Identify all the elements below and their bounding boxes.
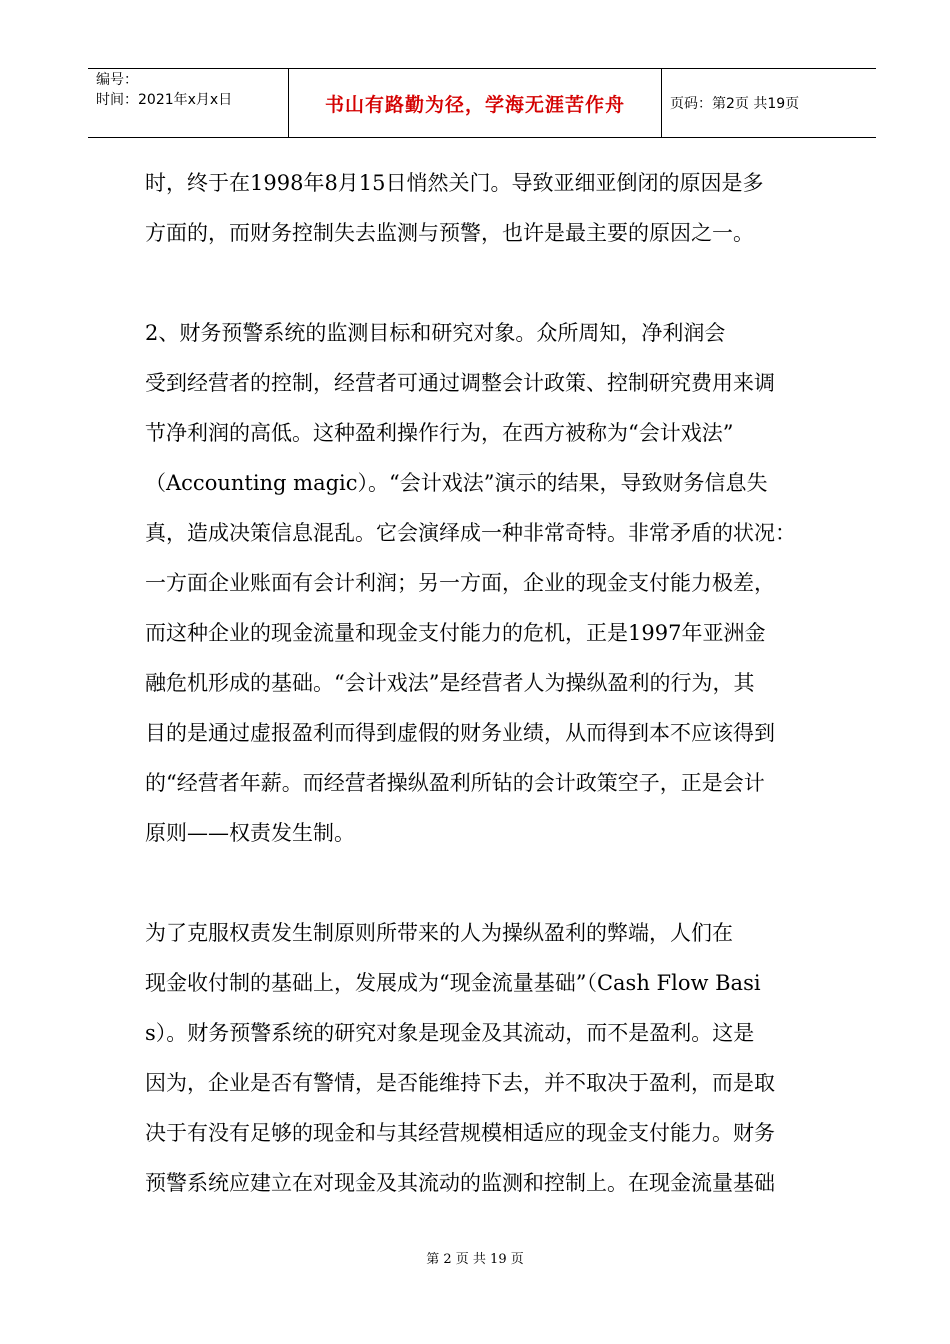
body-line: 原则——权责发生制。 bbox=[145, 821, 355, 845]
body-line: 真，造成决策信息混乱。它会演绎成一种非常奇特。非常矛盾的状况： bbox=[145, 521, 796, 545]
page-header bbox=[88, 68, 876, 138]
body-line: 而这种企业的现金流量和现金支付能力的危机，正是1997年亚洲金 bbox=[145, 621, 766, 645]
header-page-cell bbox=[662, 69, 876, 137]
page-code: 页码：第2页 共19页 bbox=[670, 96, 800, 112]
body-line: 方面的，而财务控制失去监测与预警，也许是最主要的原因之一。 bbox=[145, 221, 754, 245]
body-line: （Accounting magic）。“会计戏法”演示的结果，导致财务信息失 bbox=[145, 471, 768, 495]
body-line: 一方面企业账面有会计利润；另一方面，企业的现金支付能力极差， bbox=[145, 571, 775, 595]
body-line: 为了克服权责发生制原则所带来的人为操纵盈利的弊端，人们在 bbox=[145, 921, 733, 945]
header-meta bbox=[88, 69, 288, 137]
body-line: 时，终于在1998年8月15日悄然关门。导致亚细亚倒闭的原因是多 bbox=[145, 171, 764, 195]
body-line: 决于有没有足够的现金和与其经营规模相适应的现金支付能力。财务 bbox=[145, 1121, 775, 1145]
body-line: 融危机形成的基础。“会计戏法”是经营者人为操纵盈利的行为，其 bbox=[145, 671, 755, 695]
body-line: 受到经营者的控制，经营者可通过调整会计政策、控制研究费用来调 bbox=[145, 371, 775, 395]
body-line: s）。财务预警系统的研究对象是现金及其流动，而不是盈利。这是 bbox=[145, 1021, 755, 1045]
page-footer: 第 2 页 共 19 页 bbox=[426, 1252, 524, 1267]
body-line: 因为，企业是否有警情，是否能维持下去，并不取决于盈利，而是取 bbox=[145, 1071, 775, 1095]
body-line: 预警系统应建立在对现金及其流动的监测和控制上。在现金流量基础 bbox=[145, 1171, 775, 1195]
body-line: 节净利润的高低。这种盈利操作行为，在西方被称为“会计戏法” bbox=[145, 421, 734, 445]
header-motto-cell bbox=[288, 69, 662, 137]
body-line: 目的是通过虚报盈利而得到虚假的财务业绩，从而得到本不应该得到 bbox=[145, 721, 775, 745]
body-line: 2、财务预警系统的监测目标和研究对象。众所周知，净利润会 bbox=[145, 321, 726, 345]
body-line: 现金收付制的基础上，发展成为“现金流量基础”（Cash Flow Basi bbox=[145, 971, 761, 995]
body-line: 的“经营者年薪。而经营者操纵盈利所钻的会计政策空子，正是会计 bbox=[145, 771, 765, 795]
document-number-label: 编号： bbox=[96, 72, 138, 88]
document-time-label: 时间：2021年x月x日 bbox=[96, 92, 233, 108]
header-motto: 书山有路勤为径，学海无涯苦作舟 bbox=[324, 93, 625, 116]
